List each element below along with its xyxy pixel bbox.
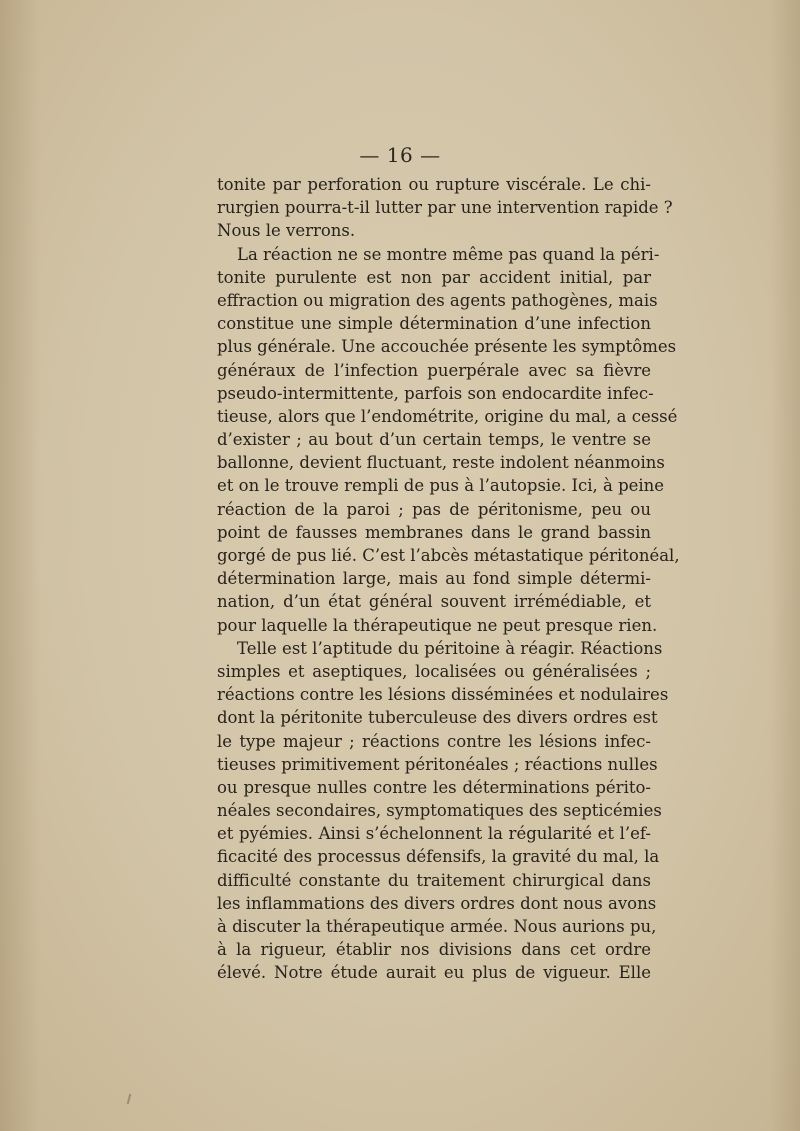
text-line: tonite par perforation ou rupture viscérale. Le chi- — [217, 175, 651, 194]
text-line: effraction ou migration des agents pathogènes, mais — [217, 290, 658, 310]
text-line: gorgé de pus lié. C’est l’abcès métastatique péritonéal, — [217, 546, 680, 565]
text-line: et on le trouve rempli de pus à l’autopsie. Ici, à peine — [217, 476, 665, 496]
text-line: La réaction ne se montre même pas quand la péri- — [237, 244, 660, 264]
text-line: point de fausses membranes dans le grand bassin — [217, 522, 651, 542]
paper-mark — [127, 1094, 132, 1104]
text-line: pour laquelle la thérapeutique ne peut presque rien. — [217, 615, 658, 635]
text-line: ballonne, devient fluctuant, reste indolent néanmoins — [217, 453, 665, 473]
text-line: plus générale. Une accouchée présente les symptômes — [217, 337, 677, 357]
text-line: nation, d’un état général souvent irrémédiable, et — [217, 592, 651, 612]
text-line: généraux de l’infection puerpérale avec sa fièvre — [217, 360, 651, 380]
text-line: Telle est l’aptitude du péritoine à réagir. Réactions — [237, 638, 663, 658]
text-line: à discuter la thérapeutique armée. Nous aurions pu, — [217, 917, 657, 936]
page-number: — 16 — — [359, 143, 441, 167]
text-line: Nous le verrons. — [217, 221, 356, 241]
text-line: constitue une simple détermination d’une infection — [217, 314, 651, 334]
text-line: tonite purulente est non par accident initial, par — [217, 267, 651, 287]
text-line: à la rigueur, établir nos divisions dans cet ordre — [217, 940, 651, 960]
text-line: réaction de la paroi ; pas de péritonisme, peu ou — [217, 499, 651, 519]
text-line: ou presque nulles contre les déterminations périto- — [217, 777, 651, 797]
text-line: dont la péritonite tuberculeuse des divers ordres est — [217, 708, 658, 728]
text-line: d’exister ; au bout d’un certain temps, le ventre se — [217, 430, 651, 450]
text-line: tieuse, alors que l’endométrite, origine du mal, a cessé — [217, 406, 678, 426]
text-line: difficulté constante du traitement chirurgical dans — [217, 870, 651, 890]
text-line: rurgien pourra-t-il lutter par une intervention rapide ? — [217, 198, 673, 218]
text-line: les inflammations des divers ordres dont nous avons — [217, 893, 657, 913]
page-edge-shadow-right — [770, 0, 800, 1131]
text-line: réactions contre les lésions disséminées et nodulaires — [217, 685, 669, 705]
text-line: le type majeur ; réactions contre les lésions infec- — [217, 731, 651, 751]
text-line: tieuses primitivement péritonéales ; réactions nulles — [217, 754, 658, 774]
text-line: néales secondaires, symptomatiques des septicémies — [217, 801, 662, 821]
text-line: et pyémies. Ainsi s’échelonnent la régularité et l’ef- — [217, 824, 651, 844]
body-text — [217, 173, 680, 985]
text-line: pseudo-intermittente, parfois son endocardite infec- — [217, 383, 654, 403]
text-line: simples et aseptiques, localisées ou généralisées ; — [217, 661, 651, 681]
text-line: ficacité des processus défensifs, la gravité du mal, la — [217, 847, 660, 867]
text-line: détermination large, mais au fond simple détermi- — [217, 569, 651, 589]
page-edge-shadow-left — [0, 0, 40, 1131]
text-line: élevé. Notre étude aurait eu plus de vigueur. Elle — [217, 963, 651, 983]
